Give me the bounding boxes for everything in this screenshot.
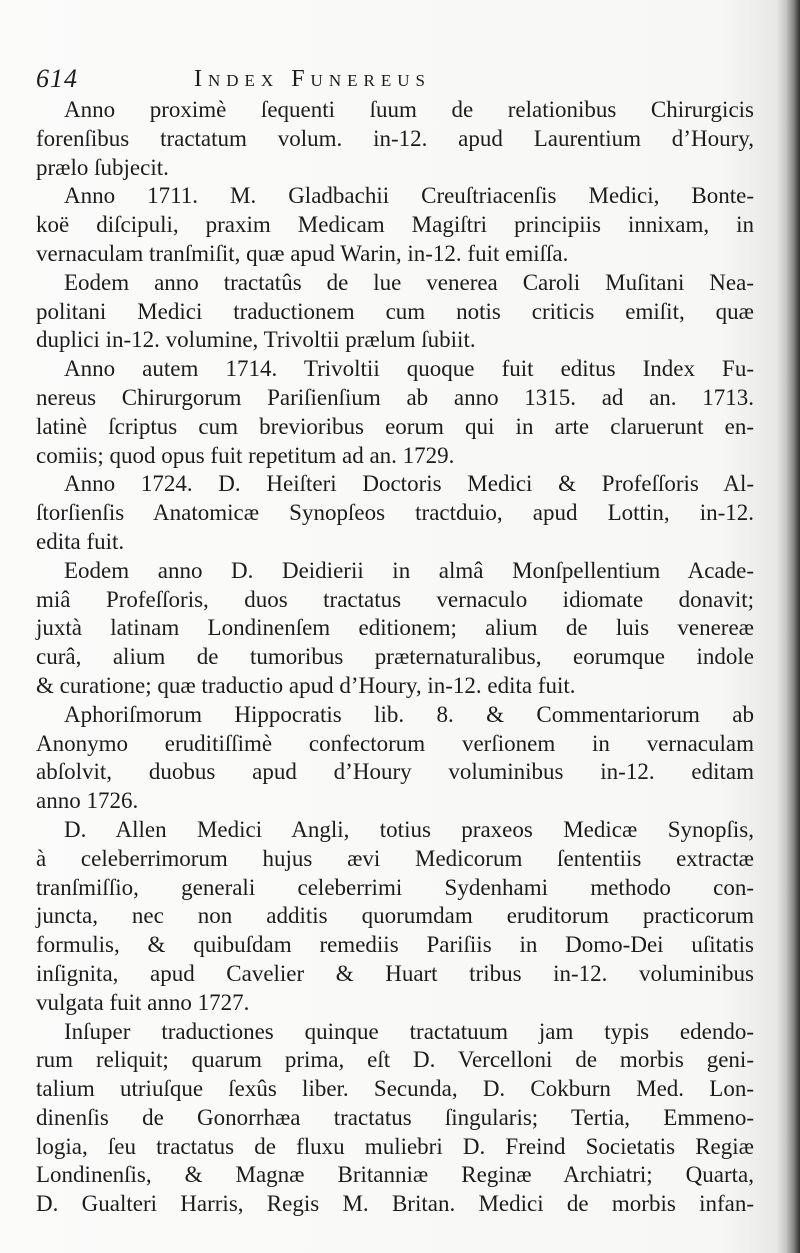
text-line: edita fuit. bbox=[36, 528, 125, 554]
text-line: forenſibus tractatum volum. in-12. apud Laurentium d’Houry, bbox=[36, 125, 754, 151]
text-line: juncta, nec non additis quorumdam eruditorum practicorum bbox=[36, 903, 754, 929]
text-line: Anno 1724. D. Heiſteri Doctoris Medici & Profeſſoris Al- bbox=[64, 471, 754, 497]
text-line: D. Gualteri Harris, Regis M. Britan. Medici de morbis infan- bbox=[36, 1191, 754, 1217]
text-line: formulis, & quibuſdam remediis Pariſiis in Domo-Dei uſitatis bbox=[36, 932, 754, 958]
text-line: Londinenſis, & Magnæ Britanniæ Reginæ Archiatri; Quarta, bbox=[36, 1162, 754, 1188]
page-edge-shadow bbox=[786, 0, 800, 1253]
text-line: koë diſcipuli, praxim Medicam Magiſtri principiis innixam, in bbox=[36, 212, 754, 238]
text-line: vulgata fuit anno 1727. bbox=[36, 989, 250, 1015]
text-line: talium utriuſque ſexûs liber. Secunda, D. Cokburn Med. Lon- bbox=[36, 1076, 754, 1102]
text-line: latinè ſcriptus cum brevioribus eorum qui in arte claruerunt en- bbox=[36, 413, 754, 439]
text-line: politani Medici traductionem cum notis criticis emiſit, quæ bbox=[36, 298, 754, 324]
text-line: rum reliquit; quarum prima, eſt D. Vercelloni de morbis geni- bbox=[36, 1047, 754, 1073]
text-line: abſolvit, duobus apud d’Houry voluminibus in-12. editam bbox=[36, 759, 754, 785]
text-line: D. Allen Medici Angli, totius praxeos Medicæ Synopſis, bbox=[64, 816, 754, 842]
text-line: dinenſis de Gonorrhæa tractatus ſingularis; Tertia, Emmeno- bbox=[36, 1104, 754, 1130]
text-line: Inſuper traductiones quinque tractatuum jam typis edendo- bbox=[64, 1018, 754, 1044]
text-line: tranſmiſſio, generali celeberrimi Sydenhami methodo con- bbox=[36, 874, 754, 900]
text-line: juxtà latinam Londinenſem editionem; alium de luis venereæ bbox=[36, 615, 754, 641]
text-line: Anonymo eruditiſſimè confectorum verſionem in vernaculam bbox=[36, 730, 754, 756]
text-line: à celeberrimorum hujus ævi Medicorum ſententiis extractæ bbox=[36, 845, 754, 871]
text-line: & curatione; quæ traductio apud d’Houry, in-12. edita fuit. bbox=[36, 672, 576, 698]
text-line: ſtorſienſis Anatomicæ Synopſeos tractduio, apud Lottin, in-12. bbox=[36, 500, 754, 526]
text-line: anno 1726. bbox=[36, 788, 139, 814]
text-line: vernaculam tranſmiſit, quæ apud Warin, in-12. fuit emiſſa. bbox=[36, 240, 569, 266]
text-line: Eodem anno tractatûs de lue venerea Caroli Muſitani Nea- bbox=[64, 269, 754, 295]
text-line: nereus Chirurgorum Pariſienſium ab anno 1315. ad an. 1713. bbox=[36, 384, 754, 410]
page-number: 614 bbox=[36, 64, 78, 93]
text-line: Anno proximè ſequenti ſuum de relationibus Chirurgicis bbox=[64, 97, 754, 122]
text-line: logia, ſeu tractatus de fluxu muliebri D. Freind Societatis Regiæ bbox=[36, 1133, 754, 1159]
text-line: prælo ſubjecit. bbox=[36, 154, 169, 180]
text-line: Anno 1711. M. Gladbachii Creuſtriacenſis Medici, Bonte- bbox=[64, 183, 754, 209]
text-line: duplici in-12. volumine, Trivoltii prælum ſubiit. bbox=[36, 327, 476, 353]
running-title: Index Funereus bbox=[194, 66, 431, 92]
text-line: Eodem anno D. Deidierii in almâ Monſpellentium Acade- bbox=[64, 557, 754, 583]
text-line: curâ, alium de tumoribus præternaturalibus, eorumque indole bbox=[36, 644, 754, 670]
text-line: comiis; quod opus fuit repetitum ad an. 1729. bbox=[36, 442, 455, 468]
page-header bbox=[36, 62, 756, 96]
text-line: Aphoriſmorum Hippocratis lib. 8. & Commentariorum ab bbox=[64, 701, 754, 727]
text-line: miâ Profeſſoris, duos tractatus vernaculo idiomate donavit; bbox=[36, 586, 754, 612]
body-text bbox=[36, 96, 754, 1219]
text-line: Anno autem 1714. Trivoltii quoque fuit editus Index Fu- bbox=[64, 356, 754, 382]
text-line: inſignita, apud Cavelier & Huart tribus in-12. voluminibus bbox=[36, 960, 754, 986]
